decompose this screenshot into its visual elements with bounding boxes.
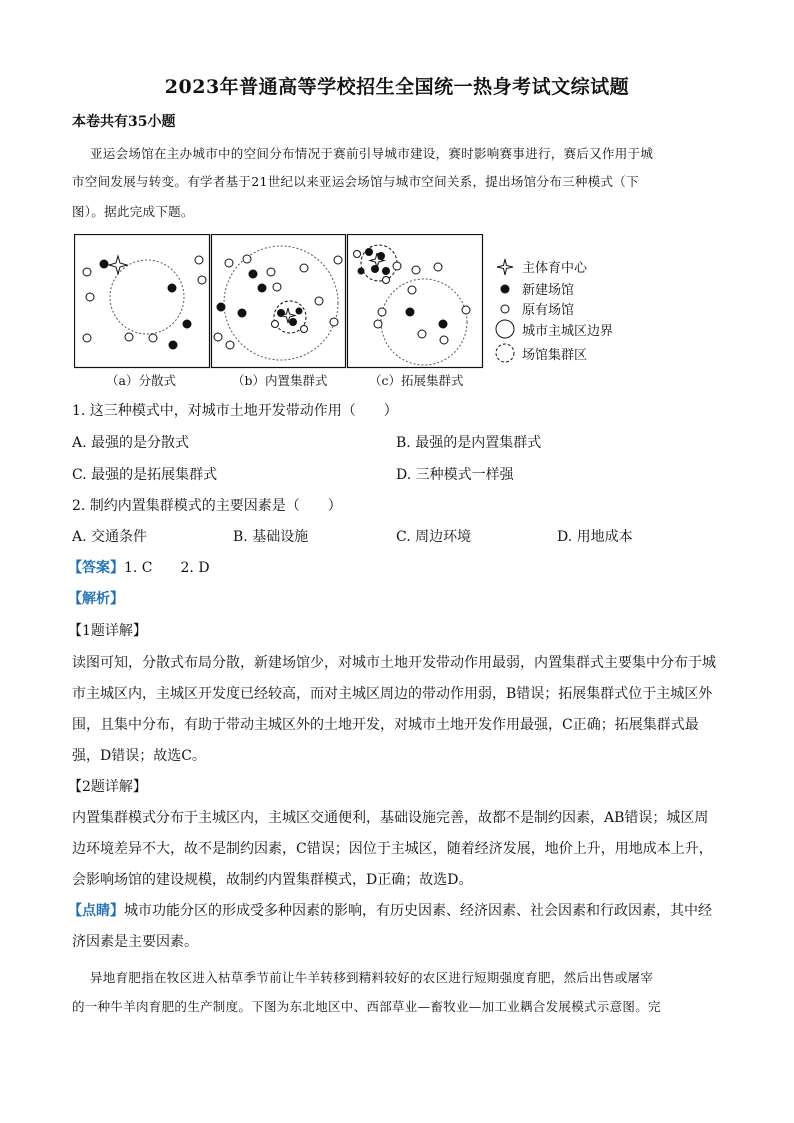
sports-center-icon (109, 256, 127, 274)
tips-text: 城市功能分区的形成受多种因素的影响，有历史因素、经济因素、社会因素和行政因素，其中经 (124, 903, 712, 919)
old-venue-icon (374, 320, 382, 328)
old-venue-icon (412, 266, 420, 274)
detail-2-tag: 【2题详解】 (68, 779, 147, 795)
old-venue-icon (393, 262, 401, 270)
page-title: 2023年普通高等学校招生全国统一热身考试文综试题 (164, 76, 630, 98)
legend-item: 主体育中心 (494, 257, 587, 276)
new-venue-icon (258, 284, 267, 293)
detail-2-line: 边环境差异不大，故不是制约因素，C错误；因位于主城区，随着经济发展，地价上升，用地成本上升， (72, 841, 713, 857)
q1-option-b: B. 最强的是内置集群式 (396, 435, 542, 451)
detail-2-line: 会影响场馆的建设规模，故制约内置集群模式，D正确；故选D。 (72, 872, 473, 888)
new-venue-icon (100, 260, 109, 269)
new-venue-icon (499, 283, 511, 295)
new-venue-icon (168, 284, 177, 293)
old-venue-icon (499, 303, 511, 315)
answer-line (68, 557, 210, 577)
old-venue-icon (383, 277, 390, 284)
q2-option-d: D. 用地成本 (557, 529, 633, 545)
panel-a-frame (75, 235, 210, 368)
next-intro-line: 的一种牛羊肉育肥的生产制度。下图为东北地区中、西部草业—畜牧业—加工业耦合发展模式示意图。完 (72, 999, 661, 1014)
old-venue-icon (195, 256, 203, 264)
question-2-stem: 2. 制约内置集群模式的主要因素是（ ） (72, 498, 342, 514)
venue-distribution-figure (74, 234, 494, 369)
legend-item: 城市主城区边界 (494, 318, 613, 340)
panel-a (83, 256, 206, 350)
answer-text: 1. C 2. D (124, 560, 210, 576)
old-venue-icon (243, 255, 251, 263)
old-venue-icon (418, 330, 426, 338)
sports-center-icon (496, 258, 514, 276)
new-venue-icon (406, 308, 415, 317)
detail-1-line: 市主城区内，主城区开发度已经较高，而对主城区周边的带动作用弱，B错误；拓展集群式位于主城区外 (72, 686, 713, 702)
tips-line (68, 900, 712, 920)
analysis-tag: 【解析】 (68, 591, 124, 607)
legend-item: 原有场馆 (494, 299, 574, 318)
old-venue-icon (149, 334, 157, 342)
q1-option-a: A. 最强的是分散式 (72, 435, 190, 451)
city-boundary (381, 279, 467, 365)
old-venue-icon (273, 283, 281, 291)
old-venue-icon (434, 263, 442, 271)
panel-b (214, 246, 342, 360)
old-venue-icon (334, 256, 342, 264)
caption-a: （a）分散式 (106, 373, 176, 388)
old-venue-icon (214, 333, 222, 341)
detail-1-tag: 【1题详解】 (68, 623, 147, 639)
legend-item: 场馆集群区 (494, 342, 587, 364)
section-subtitle: 本卷共有35小题 (72, 114, 176, 130)
legend-item: 新建场馆 (494, 279, 574, 298)
new-venue-icon (238, 309, 247, 318)
question-1-stem: 1. 这三种模式中，对城市土地开发带动作用（ ） (72, 403, 398, 419)
q2-option-b: B. 基础设施 (233, 529, 309, 545)
old-venue-icon (378, 308, 386, 316)
old-venue-icon (86, 293, 94, 301)
new-venue-icon (217, 303, 226, 312)
new-venue-icon (439, 320, 448, 329)
new-venue-icon (183, 320, 192, 329)
detail-1-line: 读图可知，分散式布局分散，新建场馆少，对城市土地开发带动作用最弱，内置集群式主要集中分布于城 (72, 655, 716, 671)
old-venue-icon (225, 259, 233, 267)
old-venue-icon (267, 268, 275, 276)
intro-line: 亚运会场馆在主办城市中的空间分布情况于赛前引导城市建设，赛时影响赛事进行，赛后又作用于城 (90, 146, 654, 161)
next-intro-line: 异地育肥指在牧区进入枯草季节前让牛羊转移到精料较好的农区进行短期强度育肥，然后出售或屠宰 (90, 970, 654, 985)
intro-line: 市空间发展与转变。有学者基于21世纪以来亚运会场馆与城市空间关系，提出场馆分布三种模式（下 (72, 174, 639, 189)
city-boundary-icon (494, 318, 516, 340)
old-venue-icon (330, 318, 338, 326)
answer-tag: 【答案】 (68, 560, 124, 576)
old-venue-icon (462, 306, 470, 314)
old-venue-icon (354, 251, 361, 258)
q2-option-a: A. 交通条件 (72, 529, 148, 545)
caption-b: （b）内置集群式 (232, 373, 328, 388)
q1-option-d: D. 三种模式一样强 (396, 467, 514, 483)
new-venue-icon (365, 248, 373, 256)
caption-c: （c）拓展集群式 (369, 373, 464, 388)
detail-1-line: 围，且集中分布，有助于带动主城区外的土地开发，对城市土地开发作用最强，C正确；拓展集群式最 (72, 717, 699, 733)
new-venue-icon (249, 270, 258, 279)
cluster-zone-icon (494, 342, 516, 364)
old-venue-icon (408, 286, 416, 294)
intro-line: 图）。据此完成下题。 (72, 204, 194, 219)
new-venue-icon (289, 318, 297, 326)
old-venue-icon (315, 297, 323, 305)
detail-2-line: 内置集群模式分布于主城区内，主城区交通便利，基础设施完善，故都不是制约因素，AB错误；城区周 (72, 810, 709, 826)
old-venue-icon (272, 321, 279, 328)
new-venue-icon (358, 268, 365, 275)
detail-1-line: 强，D错误；故选C。 (72, 748, 206, 764)
tips-line: 济因素是主要因素。 (72, 934, 198, 950)
new-venue-icon (296, 308, 303, 315)
old-venue-icon (125, 333, 133, 341)
old-venue-icon (83, 268, 91, 276)
q2-option-c: C. 周边环境 (396, 529, 472, 545)
old-venue-icon (226, 341, 234, 349)
tips-tag: 【点睛】 (68, 903, 124, 919)
new-venue-icon (382, 267, 390, 275)
old-venue-icon (300, 264, 308, 272)
q1-option-c: C. 最强的是拓展集群式 (72, 467, 218, 483)
panel-c (354, 245, 471, 365)
old-venue-icon (440, 336, 448, 344)
old-venue-icon (83, 334, 91, 342)
old-venue-icon (198, 276, 206, 284)
city-boundary (110, 260, 184, 334)
new-venue-icon (169, 341, 178, 350)
old-venue-icon (301, 326, 308, 333)
